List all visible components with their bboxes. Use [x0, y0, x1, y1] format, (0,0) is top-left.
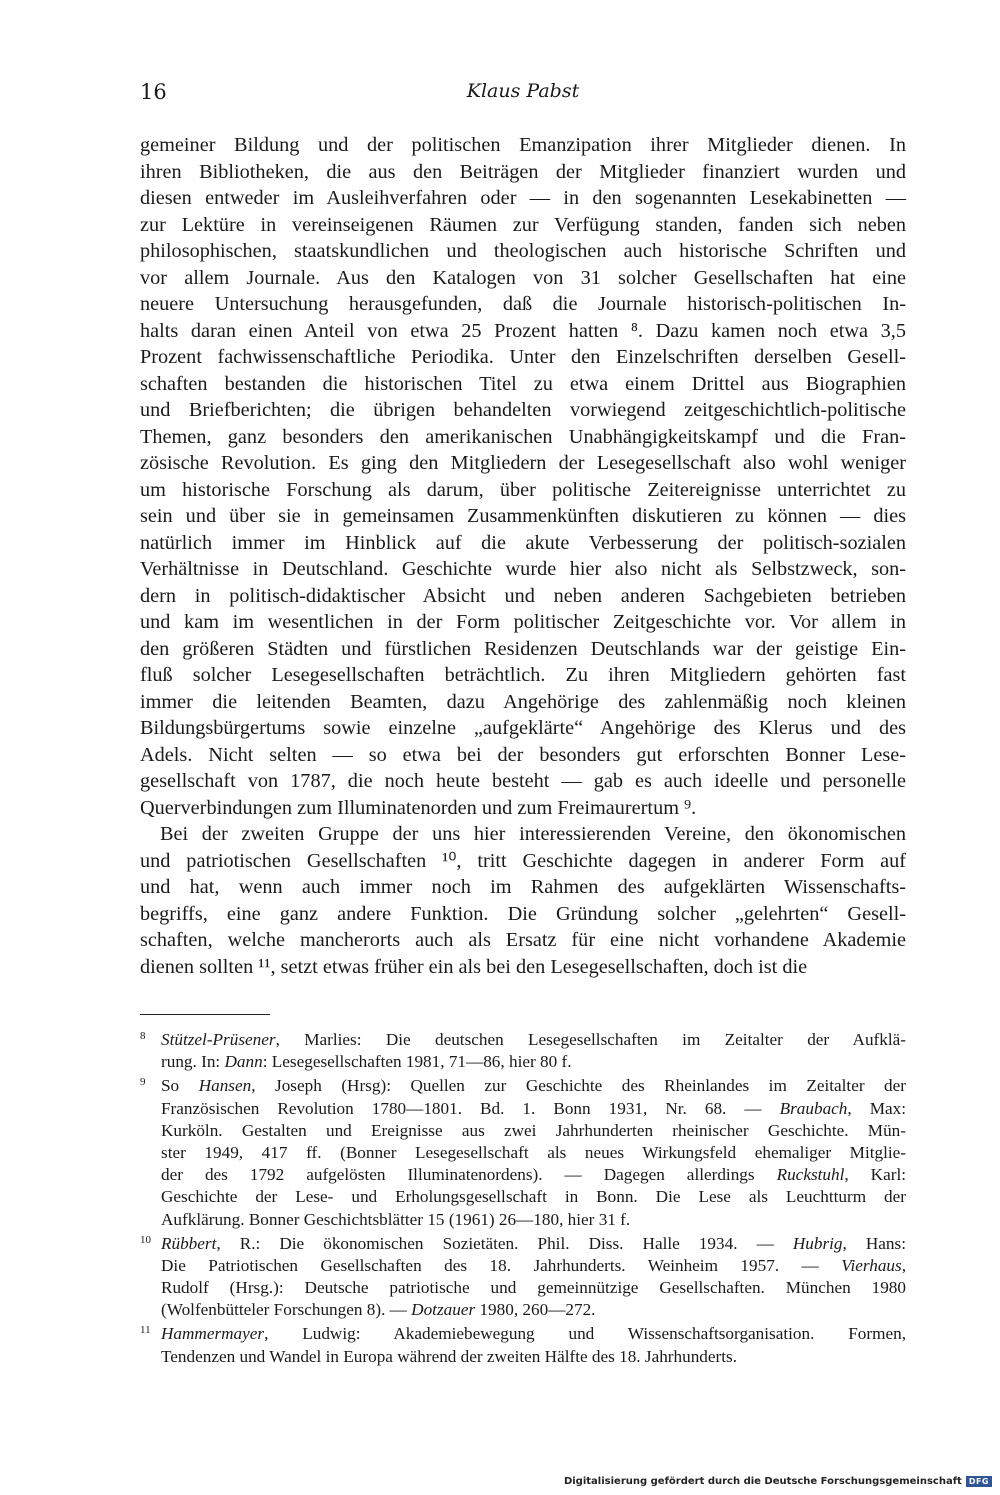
footnote-line — [161, 1142, 906, 1164]
footnote-text: Rudolf (Hrsg.): Deutsche patriotische und gemeinnützige Gesellschaften. München 1980 — [161, 1278, 906, 1298]
page-header — [140, 80, 906, 112]
footnote-text: der des 1792 aufgelösten Illuminatenordens). — Dagegen allerdings — [161, 1165, 777, 1185]
footnote-text: : Lesegesellschaften 1981, 71—86, hier 80 f. — [262, 1052, 572, 1072]
body-line: gemeiner Bildung und der politischen Emanzipation ihrer Mitglieder dienen. In — [140, 134, 906, 156]
body-line: und patriotischen Gesellschaften ¹⁰, tritt Geschichte dagegen in anderer Form auf — [140, 849, 906, 872]
footnote-line — [161, 1164, 906, 1186]
footnote-number: 8 — [140, 1030, 146, 1042]
digitization-credit — [564, 1473, 992, 1489]
footnote-line — [161, 1075, 906, 1097]
body-text — [140, 132, 906, 980]
footnote-number: 11 — [140, 1324, 151, 1337]
footnote-text: , Ludwig: Akademiebewegung und Wissenschaftsorganisation. Formen, — [264, 1324, 906, 1344]
body-line: ihren Bibliotheken, die aus den Beiträgen der Mitglieder finanziert wurden und — [140, 160, 906, 183]
footnote-line — [161, 1323, 906, 1345]
footnote-line — [161, 1299, 906, 1321]
body-line: schaften bestanden die historischen Titel zu etwa einem Drittel aus Biographien — [140, 372, 906, 395]
author-name: Vierhaus — [841, 1255, 902, 1275]
footnote-line — [161, 1255, 906, 1277]
body-line: Bei der zweiten Gruppe der uns hier interessierenden Vereine, den ökonomischen — [160, 823, 906, 845]
footnote-text: So — [161, 1076, 199, 1096]
author-name: Hansen — [198, 1076, 252, 1096]
footnote-line — [161, 1120, 906, 1142]
body-line: neuere Untersuchung herausgefunden, daß die Journale historisch-politischen In- — [140, 293, 906, 315]
footnote-text: Kurköln. Gestalten und Ereignisse aus zwei Jahrhunderten rheinischer Geschichte. Mün- — [161, 1120, 906, 1140]
credit-text: Digitalisierung gefördert durch die Deutsche Forschungsgemeinschaft — [563, 1475, 962, 1487]
footnote-text: , Hans: — [842, 1233, 906, 1253]
body-line: und kam im wesentlichen in der Form politischer Zeitgeschichte vor. Vor allem in — [140, 611, 906, 633]
footnote-line — [161, 1209, 906, 1231]
page-number: 16 — [140, 80, 167, 104]
running-head: Klaus Pabst — [466, 80, 580, 102]
body-line: Querverbindungen zum Illuminatenorden und zum Freimaurertum ⁹. — [140, 796, 697, 819]
body-line: dienen sollten ¹¹, setzt etwas früher ein als bei den Lesegesellschaften, doch ist die — [140, 955, 808, 978]
footnote-text: , Max: — [847, 1098, 907, 1118]
body-line: halts daran einen Anteil von etwa 25 Prozent hatten ⁸. Dazu kamen noch etwa 3,5 — [140, 319, 906, 342]
footnotes — [140, 1029, 906, 1370]
dfg-logo: DFG — [966, 1476, 992, 1487]
footnote-text: ster 1949, 417 ff. (Bonner Lesegesellschaft als neues Wirkungsfeld ehemaliger Mitglie- — [161, 1142, 906, 1162]
body-line: um historische Forschung als darum, über politische Zeitereignisse unterrichtet zu — [140, 478, 906, 501]
author-name: Dann — [224, 1052, 263, 1072]
body-line: Themen, ganz besonders den amerikanischen Unabhängigkeitskampf und die Fran- — [140, 425, 906, 448]
footnote-number: 10 — [140, 1233, 151, 1246]
footnote-8 — [140, 1029, 906, 1073]
body-line: Adels. Nicht selten — so etwa bei der besonders gut erforschten Bonner Lese- — [140, 743, 906, 766]
body-line: und Briefberichten; die übrigen behandelten vorwiegend zeitgeschichtlich-politische — [140, 399, 906, 421]
author-name: Ruckstuhl — [776, 1165, 845, 1185]
footnote-text: , — [901, 1255, 906, 1275]
footnote-line — [161, 1346, 906, 1368]
author-name: Braubach — [779, 1098, 848, 1118]
footnote-text: rung. In: — [161, 1052, 225, 1072]
body-line: immer die leitenden Beamten, dazu Angehörige des zahlenmäßig noch kleinen — [140, 690, 906, 713]
footnote-10 — [140, 1233, 906, 1322]
body-line: vor allem Journale. Aus den Katalogen von 31 solcher Gesellschaften hat eine — [140, 266, 906, 289]
footnote-text: , Marlies: Die deutschen Lesegesellschaften im Zeitalter der Aufklä- — [275, 1030, 906, 1049]
body-line: diesen entweder im Ausleihverfahren oder — in den sogenannten Lesekabinetten — — [140, 187, 906, 209]
footnote-text: Französischen Revolution 1780—1801. Bd. 1. Bonn 1931, Nr. 68. — — [161, 1098, 780, 1118]
body-line: begriffs, eine ganz andere Funktion. Die Gründung solcher „gelehrten“ Gesell- — [140, 902, 906, 925]
footnote-line — [161, 1186, 906, 1208]
footnote-line — [161, 1233, 906, 1255]
footnote-line — [161, 1029, 906, 1051]
footnote-text: 1980, 260—272. — [475, 1300, 596, 1320]
body-line: schaften, welche mancherorts auch als Ersatz für eine nicht vorhandene Akademie — [140, 929, 906, 951]
body-line: philosophischen, staatskundlichen und theologischen auch historische Schriften und — [140, 240, 906, 262]
footnote-text: Die Patriotischen Gesellschaften des 18. Jahrhunderts. Weinheim 1957. — — [161, 1255, 842, 1275]
footnote-text: Geschichte der Lese- und Erholungsgesellschaft in Bonn. Die Lese als Leuchtturm der — [161, 1187, 906, 1207]
author-name: Rübbert — [161, 1233, 217, 1253]
footnote-text: (Wolfenbütteler Forschungen 8). — — [161, 1300, 412, 1320]
body-line: Verhältnisse in Deutschland. Geschichte wurde hier also nicht als Selbstzweck, son- — [140, 558, 906, 580]
body-line: gesellschaft von 1787, die noch heute besteht — gab es auch ideelle und personelle — [140, 770, 906, 792]
body-line: fluß solcher Lesegesellschaften beträchtlich. Zu ihren Mitgliedern gehörten fast — [140, 664, 906, 686]
footnote-9 — [140, 1075, 906, 1230]
author-name: Hubrig — [792, 1233, 843, 1253]
author-name: Dotzauer — [411, 1300, 476, 1320]
body-line: und hat, wenn auch immer noch im Rahmen des aufgeklärten Wissenschafts- — [140, 876, 906, 898]
footnote-text: Tendenzen und Wandel in Europa während der zweiten Hälfte des 18. Jahrhunderts. — [161, 1346, 738, 1366]
author-name: Stützel-Prüsener — [161, 1030, 276, 1049]
body-line: Prozent fachwissenschaftliche Periodika. Unter den Einzelschriften derselben Gesell- — [140, 346, 906, 368]
footnote-11 — [140, 1323, 906, 1367]
body-line: dern in politisch-didaktischer Absicht und neben anderen Sachgebieten betrieben — [140, 584, 906, 607]
footnote-divider — [140, 1014, 270, 1015]
footnote-text: , Karl: — [844, 1165, 906, 1185]
body-line: Bildungsbürgertums sowie einzelne „aufgeklärte“ Angehörige des Klerus und des — [140, 717, 906, 739]
body-line: sein und über sie in gemeinsamen Zusammenkünften diskutieren zu können — dies — [140, 505, 906, 527]
footnote-text: , Joseph (Hrsg): Quellen zur Geschichte des Rheinlandes im Zeitalter der — [251, 1076, 907, 1096]
body-line: den größeren Städten und fürstlichen Residenzen Deutschlands war der geistige Ein- — [140, 637, 906, 660]
footnote-line — [161, 1051, 906, 1073]
body-line: zur Lektüre in vereinseigenen Räumen zur Verfügung standen, fanden sich neben — [140, 213, 906, 236]
body-line: zösische Revolution. Es ging den Mitgliedern der Lesegesellschaft also wohl weniger — [140, 452, 906, 474]
footnote-text: Aufklärung. Bonner Geschichtsblätter 15 (1961) 26—180, hier 31 f. — [161, 1209, 631, 1229]
footnote-line — [161, 1277, 906, 1299]
footnote-line — [161, 1098, 906, 1120]
footnote-number: 9 — [140, 1076, 146, 1089]
author-name: Hammermayer — [161, 1324, 265, 1344]
body-line: natürlich immer im Hinblick auf die akute Verbesserung der politisch-sozialen — [140, 531, 906, 554]
footnote-text: , R.: Die ökonomischen Sozietäten. Phil. Diss. Halle 1934. — — [216, 1233, 793, 1253]
